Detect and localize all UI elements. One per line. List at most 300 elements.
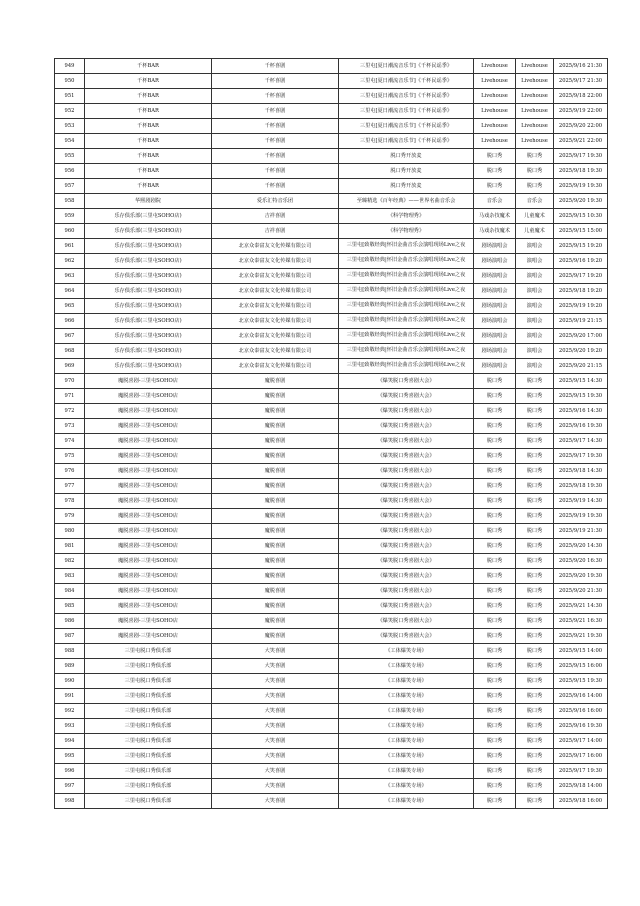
show-datetime-cell: 2025/9/17 19:30 [554,149,608,164]
table-row [55,644,608,659]
show-subcategory-cell: Livehouse [516,119,554,134]
show-category-cell: 剧场演唱会 [474,314,516,329]
table-row [55,284,608,299]
show-subcategory-cell: 脱口秀 [516,179,554,194]
venue-name-cell: 魔脱喜剧-三里屯SOHO店 [85,539,212,554]
venue-name-cell: 乐存俱乐部(三里屯SOHO店) [85,299,212,314]
show-datetime-cell: 2025/9/18 22:00 [554,89,608,104]
show-category-cell: 脱口秀 [474,629,516,644]
show-subcategory-cell: 演唱会 [516,314,554,329]
venue-name-cell: 三里屯脱口秀俱乐部 [85,689,212,704]
show-title-cell: 《工体爆笑专场》 [339,719,474,734]
organizer-name-cell: 大笑喜剧 [212,674,339,689]
show-datetime-cell: 2025/9/16 14:30 [554,404,608,419]
show-category-cell: Livehouse [474,74,516,89]
show-title-cell: 《工体爆笑专场》 [339,734,474,749]
show-category-cell: 脱口秀 [474,584,516,599]
row-number-cell: 955 [55,149,85,164]
organizer-name-cell: 大笑喜剧 [212,659,339,674]
venue-name-cell: 乐存俱乐部(三里屯SOHO店) [85,314,212,329]
show-subcategory-cell: 脱口秀 [516,494,554,509]
show-title-cell: 三里屯[夏日潮流音乐节]《千杯民谣季》 [339,119,474,134]
venue-name-cell: 魔脱喜剧-三里屯SOHO店 [85,524,212,539]
row-number-cell: 984 [55,584,85,599]
show-datetime-cell: 2025/9/17 21:30 [554,74,608,89]
organizer-name-cell: 千杯喜剧 [212,134,339,149]
organizer-name-cell: 爱乐汇特音乐团 [212,194,339,209]
show-title-cell: 《爆笑脱口秀喜剧大会》 [339,464,474,479]
show-category-cell: 脱口秀 [474,449,516,464]
show-category-cell: 脱口秀 [474,389,516,404]
venue-name-cell: 千杯BAR [85,74,212,89]
show-title-cell: 《爆笑脱口秀喜剧大会》 [339,539,474,554]
show-title-cell: 《工体爆笑专场》 [339,704,474,719]
row-number-cell: 981 [55,539,85,554]
venue-name-cell: 魔脱喜剧-三里屯SOHO店 [85,554,212,569]
organizer-name-cell: 北京众泰富友文化传媒有限公司 [212,299,339,314]
row-number-cell: 987 [55,629,85,644]
show-category-cell: 脱口秀 [474,419,516,434]
table-row [55,704,608,719]
venue-name-cell: 乐存俱乐部(三里屯SOHO店) [85,359,212,374]
organizer-name-cell: 千杯喜剧 [212,149,339,164]
organizer-name-cell: 魔脱喜剧 [212,599,339,614]
organizer-name-cell: 吉祥喜剧 [212,209,339,224]
venue-name-cell: 三里屯脱口秀俱乐部 [85,704,212,719]
show-category-cell: Livehouse [474,104,516,119]
show-subcategory-cell: 脱口秀 [516,464,554,479]
venue-name-cell: 千杯BAR [85,149,212,164]
table-row [55,719,608,734]
show-category-cell: 脱口秀 [474,149,516,164]
show-subcategory-cell: Livehouse [516,134,554,149]
show-title-cell: 三里屯[致敬经典|怀旧金曲音乐会演唱现场Live之夜 [339,254,474,269]
show-category-cell: Livehouse [474,134,516,149]
show-title-cell: 《爆笑脱口秀喜剧大会》 [339,509,474,524]
organizer-name-cell: 千杯喜剧 [212,104,339,119]
table-row [55,419,608,434]
row-number-cell: 991 [55,689,85,704]
row-number-cell: 997 [55,779,85,794]
show-datetime-cell: 2025/9/20 14:30 [554,539,608,554]
show-title-cell: 三里屯[致敬经典|怀旧金曲音乐会演唱现场Live之夜 [339,284,474,299]
organizer-name-cell: 大笑喜剧 [212,644,339,659]
show-datetime-cell: 2025/9/17 19:30 [554,449,608,464]
show-title-cell: 《爆笑脱口秀喜剧大会》 [339,599,474,614]
show-title-cell: 《工体爆笑专场》 [339,644,474,659]
organizer-name-cell: 魔脱喜剧 [212,584,339,599]
show-category-cell: 剧场演唱会 [474,284,516,299]
table-row [55,449,608,464]
row-number-cell: 963 [55,269,85,284]
row-number-cell: 979 [55,509,85,524]
show-title-cell: 《爆笑脱口秀喜剧大会》 [339,404,474,419]
venue-name-cell: 乐存俱乐部(三里屯SOHO店) [85,269,212,284]
show-subcategory-cell: 脱口秀 [516,704,554,719]
show-datetime-cell: 2025/9/18 14:30 [554,464,608,479]
show-category-cell: 脱口秀 [474,674,516,689]
organizer-name-cell: 大笑喜剧 [212,749,339,764]
show-category-cell: 剧场演唱会 [474,344,516,359]
venue-name-cell: 千杯BAR [85,134,212,149]
venue-name-cell: 魔脱喜剧-三里屯SOHO店 [85,479,212,494]
venue-name-cell: 千杯BAR [85,59,212,74]
venue-name-cell: 魔脱喜剧-三里屯SOHO店 [85,629,212,644]
show-category-cell: 脱口秀 [474,599,516,614]
organizer-name-cell: 千杯喜剧 [212,74,339,89]
show-datetime-cell: 2025/9/20 22:00 [554,119,608,134]
row-number-cell: 975 [55,449,85,464]
organizer-name-cell: 北京众泰富友文化传媒有限公司 [212,269,339,284]
show-category-cell: 脱口秀 [474,554,516,569]
venue-name-cell: 三里屯脱口秀俱乐部 [85,659,212,674]
organizer-name-cell: 魔脱喜剧 [212,524,339,539]
venue-name-cell: 三里屯脱口秀俱乐部 [85,734,212,749]
show-subcategory-cell: 脱口秀 [516,659,554,674]
venue-name-cell: 华熙剧剧院 [85,194,212,209]
show-subcategory-cell: 脱口秀 [516,779,554,794]
row-number-cell: 953 [55,119,85,134]
show-subcategory-cell: 脱口秀 [516,374,554,389]
row-number-cell: 998 [55,794,85,809]
show-category-cell: Livehouse [474,119,516,134]
show-subcategory-cell: 演唱会 [516,329,554,344]
table-row [55,89,608,104]
organizer-name-cell: 魔脱喜剧 [212,614,339,629]
show-datetime-cell: 2025/9/18 16:00 [554,794,608,809]
show-category-cell: 脱口秀 [474,794,516,809]
show-subcategory-cell: 脱口秀 [516,539,554,554]
show-subcategory-cell: 脱口秀 [516,149,554,164]
show-title-cell: 《工体爆笑专场》 [339,749,474,764]
show-title-cell: 《爆笑脱口秀喜剧大会》 [339,449,474,464]
show-datetime-cell: 2025/9/17 16:00 [554,749,608,764]
organizer-name-cell: 北京众泰富友文化传媒有限公司 [212,329,339,344]
row-number-cell: 949 [55,59,85,74]
show-category-cell: Livehouse [474,89,516,104]
organizer-name-cell: 千杯喜剧 [212,119,339,134]
show-title-cell: 《爆笑脱口秀喜剧大会》 [339,524,474,539]
row-number-cell: 951 [55,89,85,104]
show-category-cell: 脱口秀 [474,479,516,494]
show-datetime-cell: 2025/9/18 14:00 [554,779,608,794]
row-number-cell: 950 [55,74,85,89]
organizer-name-cell: 大笑喜剧 [212,689,339,704]
show-subcategory-cell: 脱口秀 [516,164,554,179]
row-number-cell: 982 [55,554,85,569]
show-title-cell: 三里屯[夏日潮流音乐节]《千杯民谣季》 [339,104,474,119]
organizer-name-cell: 千杯喜剧 [212,89,339,104]
show-title-cell: 三里屯[致敬经典|怀旧金曲音乐会演唱现场Live之夜 [339,314,474,329]
row-number-cell: 994 [55,734,85,749]
show-subcategory-cell: 演唱会 [516,359,554,374]
show-title-cell: 三里屯[夏日潮流音乐节]《千杯民谣季》 [339,59,474,74]
organizer-name-cell: 千杯喜剧 [212,59,339,74]
show-title-cell: 三里屯[致敬经典|怀旧金曲音乐会演唱现场Live之夜 [339,299,474,314]
show-datetime-cell: 2025/9/19 14:30 [554,494,608,509]
row-number-cell: 967 [55,329,85,344]
venue-name-cell: 魔脱喜剧-三里屯SOHO店 [85,569,212,584]
show-datetime-cell: 2025/9/15 14:30 [554,374,608,389]
organizer-name-cell: 北京众泰富友文化传媒有限公司 [212,314,339,329]
show-title-cell: 脱口秀开放麦 [339,179,474,194]
organizer-name-cell: 魔脱喜剧 [212,479,339,494]
show-category-cell: 脱口秀 [474,494,516,509]
table-row [55,674,608,689]
venue-name-cell: 千杯BAR [85,89,212,104]
table-row [55,434,608,449]
show-datetime-cell: 2025/9/15 19:30 [554,389,608,404]
table-row [55,224,608,239]
row-number-cell: 990 [55,674,85,689]
show-subcategory-cell: 脱口秀 [516,524,554,539]
venue-name-cell: 三里屯脱口秀俱乐部 [85,764,212,779]
organizer-name-cell: 魔脱喜剧 [212,434,339,449]
show-subcategory-cell: 脱口秀 [516,794,554,809]
table-row [55,374,608,389]
show-category-cell: 脱口秀 [474,734,516,749]
show-title-cell: 《爆笑脱口秀喜剧大会》 [339,389,474,404]
show-title-cell: 三里屯[夏日潮流音乐节]《千杯民谣季》 [339,89,474,104]
show-subcategory-cell: 演唱会 [516,344,554,359]
venue-name-cell: 乐存俱乐部(三里屯SOHO店) [85,224,212,239]
venue-name-cell: 三里屯脱口秀俱乐部 [85,794,212,809]
show-datetime-cell: 2025/9/16 19:20 [554,254,608,269]
venue-name-cell: 乐存俱乐部(三里屯SOHO店) [85,254,212,269]
show-category-cell: 剧场演唱会 [474,359,516,374]
show-datetime-cell: 2025/9/21 22:00 [554,134,608,149]
show-title-cell: 三里屯[夏日潮流音乐节]《千杯民谣季》 [339,134,474,149]
table-row [55,794,608,809]
table-row [55,119,608,134]
table-row [55,134,608,149]
table-row [55,179,608,194]
show-datetime-cell: 2025/9/21 16:30 [554,614,608,629]
show-title-cell: 《爆笑脱口秀喜剧大会》 [339,569,474,584]
show-title-cell: 《科学物理秀》 [339,224,474,239]
show-subcategory-cell: 脱口秀 [516,449,554,464]
table-row [55,629,608,644]
venue-name-cell: 魔脱喜剧-三里屯SOHO店 [85,584,212,599]
organizer-name-cell: 大笑喜剧 [212,704,339,719]
show-datetime-cell: 2025/9/17 14:30 [554,434,608,449]
row-number-cell: 985 [55,599,85,614]
organizer-name-cell: 大笑喜剧 [212,734,339,749]
organizer-name-cell: 魔脱喜剧 [212,374,339,389]
show-title-cell: 三里屯[夏日潮流音乐节]《千杯民谣季》 [339,74,474,89]
show-subcategory-cell: Livehouse [516,59,554,74]
venue-name-cell: 乐存俱乐部(三里屯SOHO店) [85,284,212,299]
table-row [55,764,608,779]
table-row [55,779,608,794]
show-datetime-cell: 2025/9/15 16:00 [554,659,608,674]
show-subcategory-cell: 脱口秀 [516,719,554,734]
venue-name-cell: 魔脱喜剧-三里屯SOHO店 [85,389,212,404]
show-title-cell: 《科学物理秀》 [339,209,474,224]
table-row [55,74,608,89]
show-subcategory-cell: 脱口秀 [516,419,554,434]
table-row [55,659,608,674]
organizer-name-cell: 大笑喜剧 [212,719,339,734]
show-title-cell: 《工体爆笑专场》 [339,794,474,809]
show-subcategory-cell: 脱口秀 [516,389,554,404]
organizer-name-cell: 魔脱喜剧 [212,569,339,584]
show-category-cell: 脱口秀 [474,464,516,479]
show-datetime-cell: 2025/9/18 19:20 [554,284,608,299]
organizer-name-cell: 魔脱喜剧 [212,419,339,434]
show-title-cell: 《爆笑脱口秀喜剧大会》 [339,614,474,629]
show-category-cell: 剧场演唱会 [474,254,516,269]
show-category-cell: 脱口秀 [474,179,516,194]
show-title-cell: 三里屯[致敬经典|怀旧金曲音乐会演唱现场Live之夜 [339,344,474,359]
show-datetime-cell: 2025/9/19 21:30 [554,524,608,539]
show-datetime-cell: 2025/9/19 19:30 [554,179,608,194]
show-datetime-cell: 2025/9/19 19:20 [554,299,608,314]
show-subcategory-cell: 脱口秀 [516,644,554,659]
show-title-cell: 《爆笑脱口秀喜剧大会》 [339,629,474,644]
show-subcategory-cell: 音乐会 [516,194,554,209]
row-number-cell: 996 [55,764,85,779]
show-datetime-cell: 2025/9/17 19:30 [554,764,608,779]
table-row [55,554,608,569]
table-row [55,164,608,179]
table-row [55,539,608,554]
venue-name-cell: 魔脱喜剧-三里屯SOHO店 [85,449,212,464]
table-row [55,314,608,329]
show-datetime-cell: 2025/9/16 19:30 [554,719,608,734]
organizer-name-cell: 北京众泰富友文化传媒有限公司 [212,344,339,359]
row-number-cell: 957 [55,179,85,194]
show-datetime-cell: 2025/9/20 17:00 [554,329,608,344]
row-number-cell: 954 [55,134,85,149]
show-subcategory-cell: 脱口秀 [516,599,554,614]
show-subcategory-cell: 演唱会 [516,239,554,254]
organizer-name-cell: 千杯喜剧 [212,179,339,194]
show-category-cell: 脱口秀 [474,614,516,629]
show-subcategory-cell: 脱口秀 [516,629,554,644]
table-row [55,584,608,599]
row-number-cell: 989 [55,659,85,674]
row-number-cell: 971 [55,389,85,404]
table-row [55,524,608,539]
organizer-name-cell: 北京众泰富友文化传媒有限公司 [212,254,339,269]
organizer-name-cell: 魔脱喜剧 [212,494,339,509]
show-datetime-cell: 2025/9/16 19:30 [554,419,608,434]
show-datetime-cell: 2025/9/15 19:20 [554,239,608,254]
show-subcategory-cell: 脱口秀 [516,479,554,494]
show-category-cell: 脱口秀 [474,374,516,389]
show-datetime-cell: 2025/9/16 16:00 [554,704,608,719]
show-title-cell: 《工体爆笑专场》 [339,689,474,704]
row-number-cell: 980 [55,524,85,539]
row-number-cell: 978 [55,494,85,509]
venue-name-cell: 乐存俱乐部(三里屯SOHO店) [85,209,212,224]
show-subcategory-cell: 脱口秀 [516,749,554,764]
row-number-cell: 958 [55,194,85,209]
show-category-cell: Livehouse [474,59,516,74]
venue-name-cell: 千杯BAR [85,179,212,194]
show-datetime-cell: 2025/9/15 14:00 [554,644,608,659]
show-subcategory-cell: 儿童魔术 [516,209,554,224]
show-datetime-cell: 2025/9/16 21:30 [554,59,608,74]
show-subcategory-cell: 脱口秀 [516,674,554,689]
venue-name-cell: 三里屯脱口秀俱乐部 [85,719,212,734]
table-row [55,269,608,284]
show-datetime-cell: 2025/9/15 19:30 [554,674,608,689]
row-number-cell: 961 [55,239,85,254]
organizer-name-cell: 北京众泰富友文化传媒有限公司 [212,359,339,374]
venue-name-cell: 魔脱喜剧-三里屯SOHO店 [85,599,212,614]
row-number-cell: 966 [55,314,85,329]
table-row [55,404,608,419]
organizer-name-cell: 大笑喜剧 [212,764,339,779]
show-subcategory-cell: 脱口秀 [516,734,554,749]
table-row [55,494,608,509]
show-title-cell: 《爆笑脱口秀喜剧大会》 [339,434,474,449]
organizer-name-cell: 魔脱喜剧 [212,464,339,479]
row-number-cell: 970 [55,374,85,389]
show-subcategory-cell: 脱口秀 [516,584,554,599]
show-subcategory-cell: 脱口秀 [516,689,554,704]
show-datetime-cell: 2025/9/17 19:20 [554,269,608,284]
organizer-name-cell: 大笑喜剧 [212,779,339,794]
show-title-cell: 《工体爆笑专场》 [339,659,474,674]
show-datetime-cell: 2025/9/20 19:30 [554,569,608,584]
show-category-cell: 脱口秀 [474,404,516,419]
table-row [55,749,608,764]
show-datetime-cell: 2025/9/17 14:00 [554,734,608,749]
row-number-cell: 977 [55,479,85,494]
show-category-cell: 脱口秀 [474,719,516,734]
show-title-cell: 《爆笑脱口秀喜剧大会》 [339,479,474,494]
show-subcategory-cell: Livehouse [516,74,554,89]
row-number-cell: 988 [55,644,85,659]
row-number-cell: 960 [55,224,85,239]
row-number-cell: 959 [55,209,85,224]
table-row [55,569,608,584]
show-title-cell: 三里屯[致敬经典|怀旧金曲音乐会演唱现场Live之夜 [339,359,474,374]
show-category-cell: 脱口秀 [474,659,516,674]
table-row [55,599,608,614]
show-subcategory-cell: 儿童魔术 [516,224,554,239]
schedule-sheet [54,58,603,809]
table-row [55,614,608,629]
show-title-cell: 脱口秀开放麦 [339,149,474,164]
venue-name-cell: 乐存俱乐部(三里屯SOHO店) [85,239,212,254]
table-row [55,59,608,74]
show-category-cell: 脱口秀 [474,434,516,449]
show-category-cell: 剧场演唱会 [474,269,516,284]
show-datetime-cell: 2025/9/19 22:00 [554,104,608,119]
show-datetime-cell: 2025/9/18 19:30 [554,479,608,494]
table-row [55,104,608,119]
venue-name-cell: 魔脱喜剧-三里屯SOHO店 [85,464,212,479]
show-category-cell: 剧场演唱会 [474,239,516,254]
show-datetime-cell: 2025/9/19 19:30 [554,509,608,524]
show-category-cell: 脱口秀 [474,644,516,659]
organizer-name-cell: 北京众泰富友文化传媒有限公司 [212,239,339,254]
table-row [55,329,608,344]
table-row [55,734,608,749]
row-number-cell: 969 [55,359,85,374]
show-subcategory-cell: 演唱会 [516,299,554,314]
row-number-cell: 956 [55,164,85,179]
table-row [55,209,608,224]
show-title-cell: 脱口秀开放麦 [339,164,474,179]
venue-name-cell: 乐存俱乐部(三里屯SOHO店) [85,344,212,359]
row-number-cell: 992 [55,704,85,719]
show-datetime-cell: 2025/9/21 14:30 [554,599,608,614]
